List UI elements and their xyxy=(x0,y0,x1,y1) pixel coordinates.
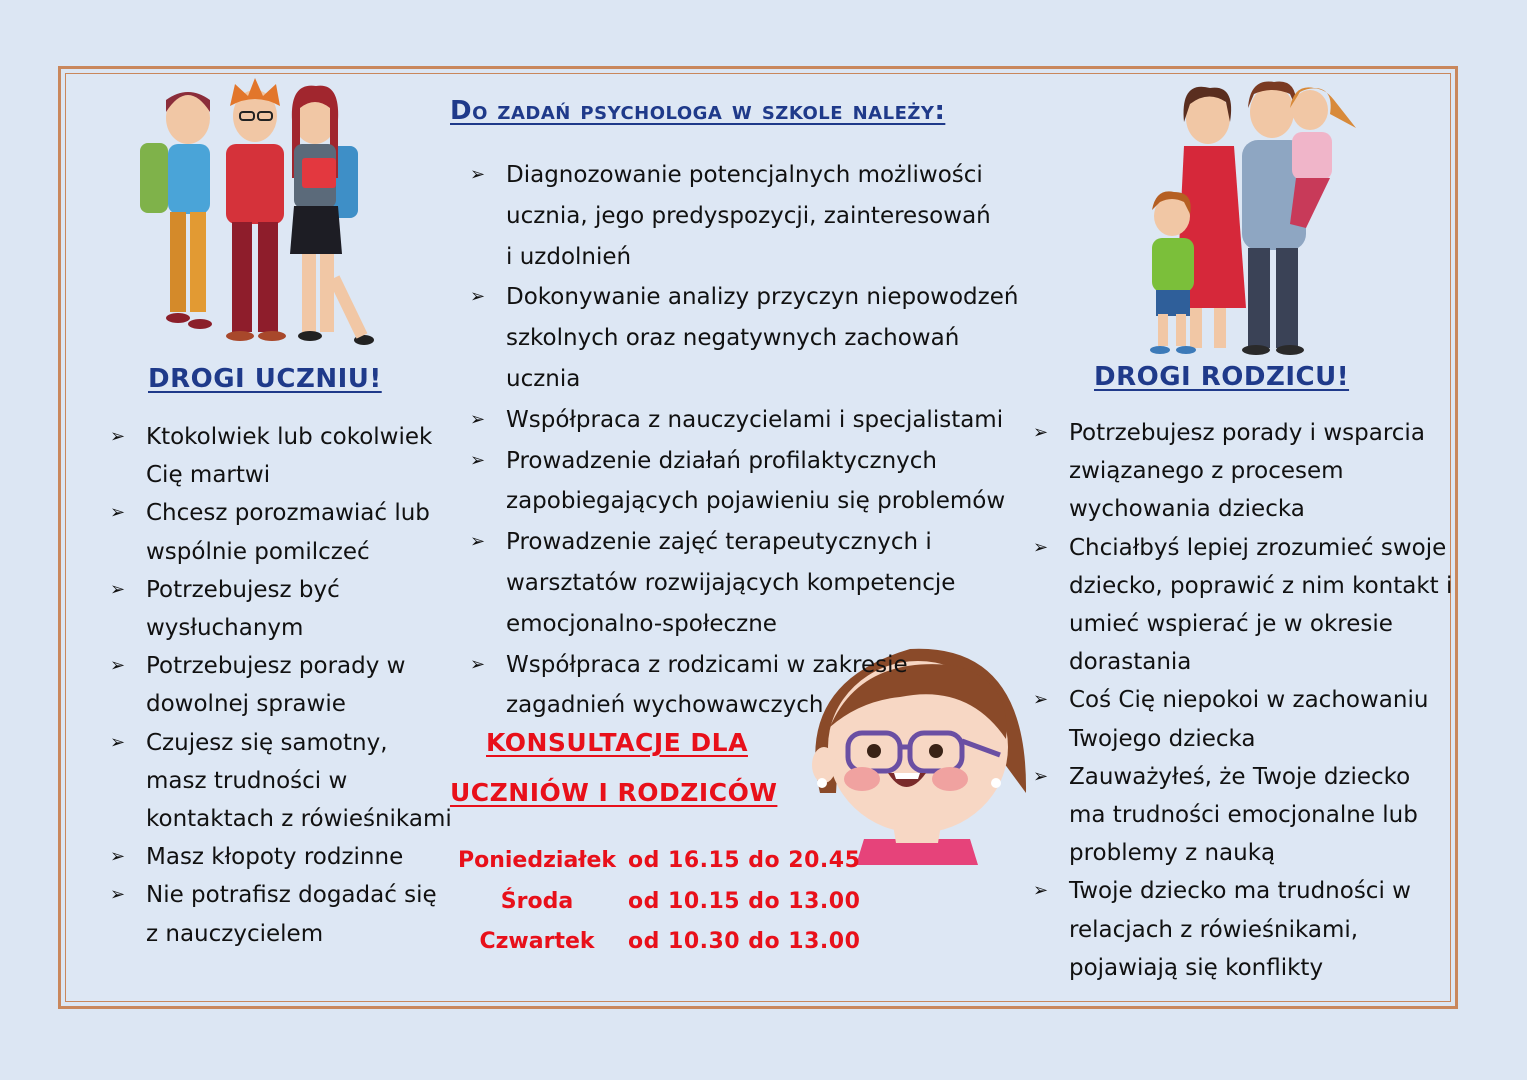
arrow-bullet-icon: ➢ xyxy=(110,426,126,447)
arrow-bullet-icon: ➢ xyxy=(470,653,486,675)
list-item: ➢ Potrzebujesz porady w dowolnej sprawie xyxy=(110,647,455,723)
list-item: ➢ Nie potrafisz dogadać się z nauczycielem xyxy=(110,876,455,952)
list-item: ➢ Współpraca z nauczycielami i specjalistami xyxy=(470,400,1030,441)
schedule-row xyxy=(452,889,882,930)
list-item: ➢ Diagnozowanie potencjalnych możliwości ucznia, jego predyspozycji, zainteresowań i uzdolnień xyxy=(470,155,996,277)
consultation-heading-line1: KONSULTACJE DLA xyxy=(486,728,748,757)
tasks-list xyxy=(470,155,1030,726)
arrow-bullet-icon: ➢ xyxy=(470,408,486,430)
arrow-bullet-icon: ➢ xyxy=(1033,536,1049,558)
schedule-day: Poniedziałek xyxy=(457,848,617,873)
schedule-time: od 16.15 do 20.45 xyxy=(628,848,861,873)
list-item: ➢ Potrzebujesz być wysłuchanym xyxy=(110,571,455,647)
arrow-bullet-icon: ➢ xyxy=(1033,422,1049,443)
arrow-bullet-icon: ➢ xyxy=(470,164,486,185)
page-title: Do zadań psychologa w szkole należy: xyxy=(450,96,946,126)
list-item: ➢ Prowadzenie działań profilaktycznych zapobiegających pojawieniu się problemów xyxy=(470,441,1006,523)
schedule-row xyxy=(452,848,882,889)
arrow-bullet-icon: ➢ xyxy=(110,846,126,868)
list-item: ➢ Chcesz porozmawiać lub wspólnie pomilczeć xyxy=(110,494,455,570)
list-item: ➢ Prowadzenie zajęć terapeutycznych i warsztatów rozwijających kompetencje emocjonalno-społeczne xyxy=(470,522,996,644)
students-illustration xyxy=(130,78,380,350)
consultation-schedule xyxy=(452,848,882,970)
arrow-bullet-icon: ➢ xyxy=(110,578,126,600)
list-item: ➢ Masz kłopoty rodzinne xyxy=(110,838,455,876)
list-item: ➢ Twoje dziecko ma trudności w relacjach z rówieśnikami, pojawiają się konflikty xyxy=(1033,872,1453,987)
schedule-time: od 10.30 do 13.00 xyxy=(628,929,861,954)
list-item: ➢ Czujesz się samotny, masz trudności w kontaktach z rówieśnikami xyxy=(110,724,455,839)
arrow-bullet-icon: ➢ xyxy=(470,531,486,553)
arrow-bullet-icon: ➢ xyxy=(1033,880,1049,902)
schedule-row xyxy=(452,929,882,970)
schedule-time: od 10.15 do 13.00 xyxy=(628,888,861,914)
arrow-bullet-icon: ➢ xyxy=(470,449,486,471)
student-heading: DROGI UCZNIU! xyxy=(148,364,382,394)
family-illustration xyxy=(1130,78,1360,356)
list-item: ➢ Ktokolwiek lub cokolwiek Cię martwi xyxy=(110,418,455,494)
list-item: ➢ Coś Cię niepokoi w zachowaniu Twojego dziecka xyxy=(1033,681,1453,757)
arrow-bullet-icon: ➢ xyxy=(110,731,126,753)
arrow-bullet-icon: ➢ xyxy=(470,286,486,308)
arrow-bullet-icon: ➢ xyxy=(110,655,126,677)
list-item: ➢ Chciałbyś lepiej zrozumieć swoje dziecko, poprawić z nim kontakt i umieć wspierać je w okresie dorastania xyxy=(1033,529,1453,682)
arrow-bullet-icon: ➢ xyxy=(1033,765,1049,787)
arrow-bullet-icon: ➢ xyxy=(110,884,126,906)
schedule-day: Środa xyxy=(500,888,574,914)
schedule-day: Czwartek xyxy=(479,929,595,954)
parent-list xyxy=(1033,414,1453,987)
list-item: ➢ Potrzebujesz porady i wsparcia związanego z procesem wychowania dziecka xyxy=(1033,414,1453,529)
student-list xyxy=(110,418,455,953)
list-item: ➢ Dokonywanie analizy przyczyn niepowodzeń szkolnych oraz negatywnych zachowań ucznia xyxy=(470,277,1030,399)
list-item: ➢ Współpraca z rodzicami w zakresie zagadnień wychowawczych xyxy=(470,645,946,727)
arrow-bullet-icon: ➢ xyxy=(1033,689,1049,711)
arrow-bullet-icon: ➢ xyxy=(110,502,126,524)
parent-heading: DROGI RODZICU! xyxy=(1094,362,1350,392)
list-item: ➢ Zauważyłeś, że Twoje dziecko ma trudności emocjonalne lub problemy z nauką xyxy=(1033,758,1453,873)
consultation-heading-line2: UCZNIÓW I RODZICÓW xyxy=(450,778,778,807)
